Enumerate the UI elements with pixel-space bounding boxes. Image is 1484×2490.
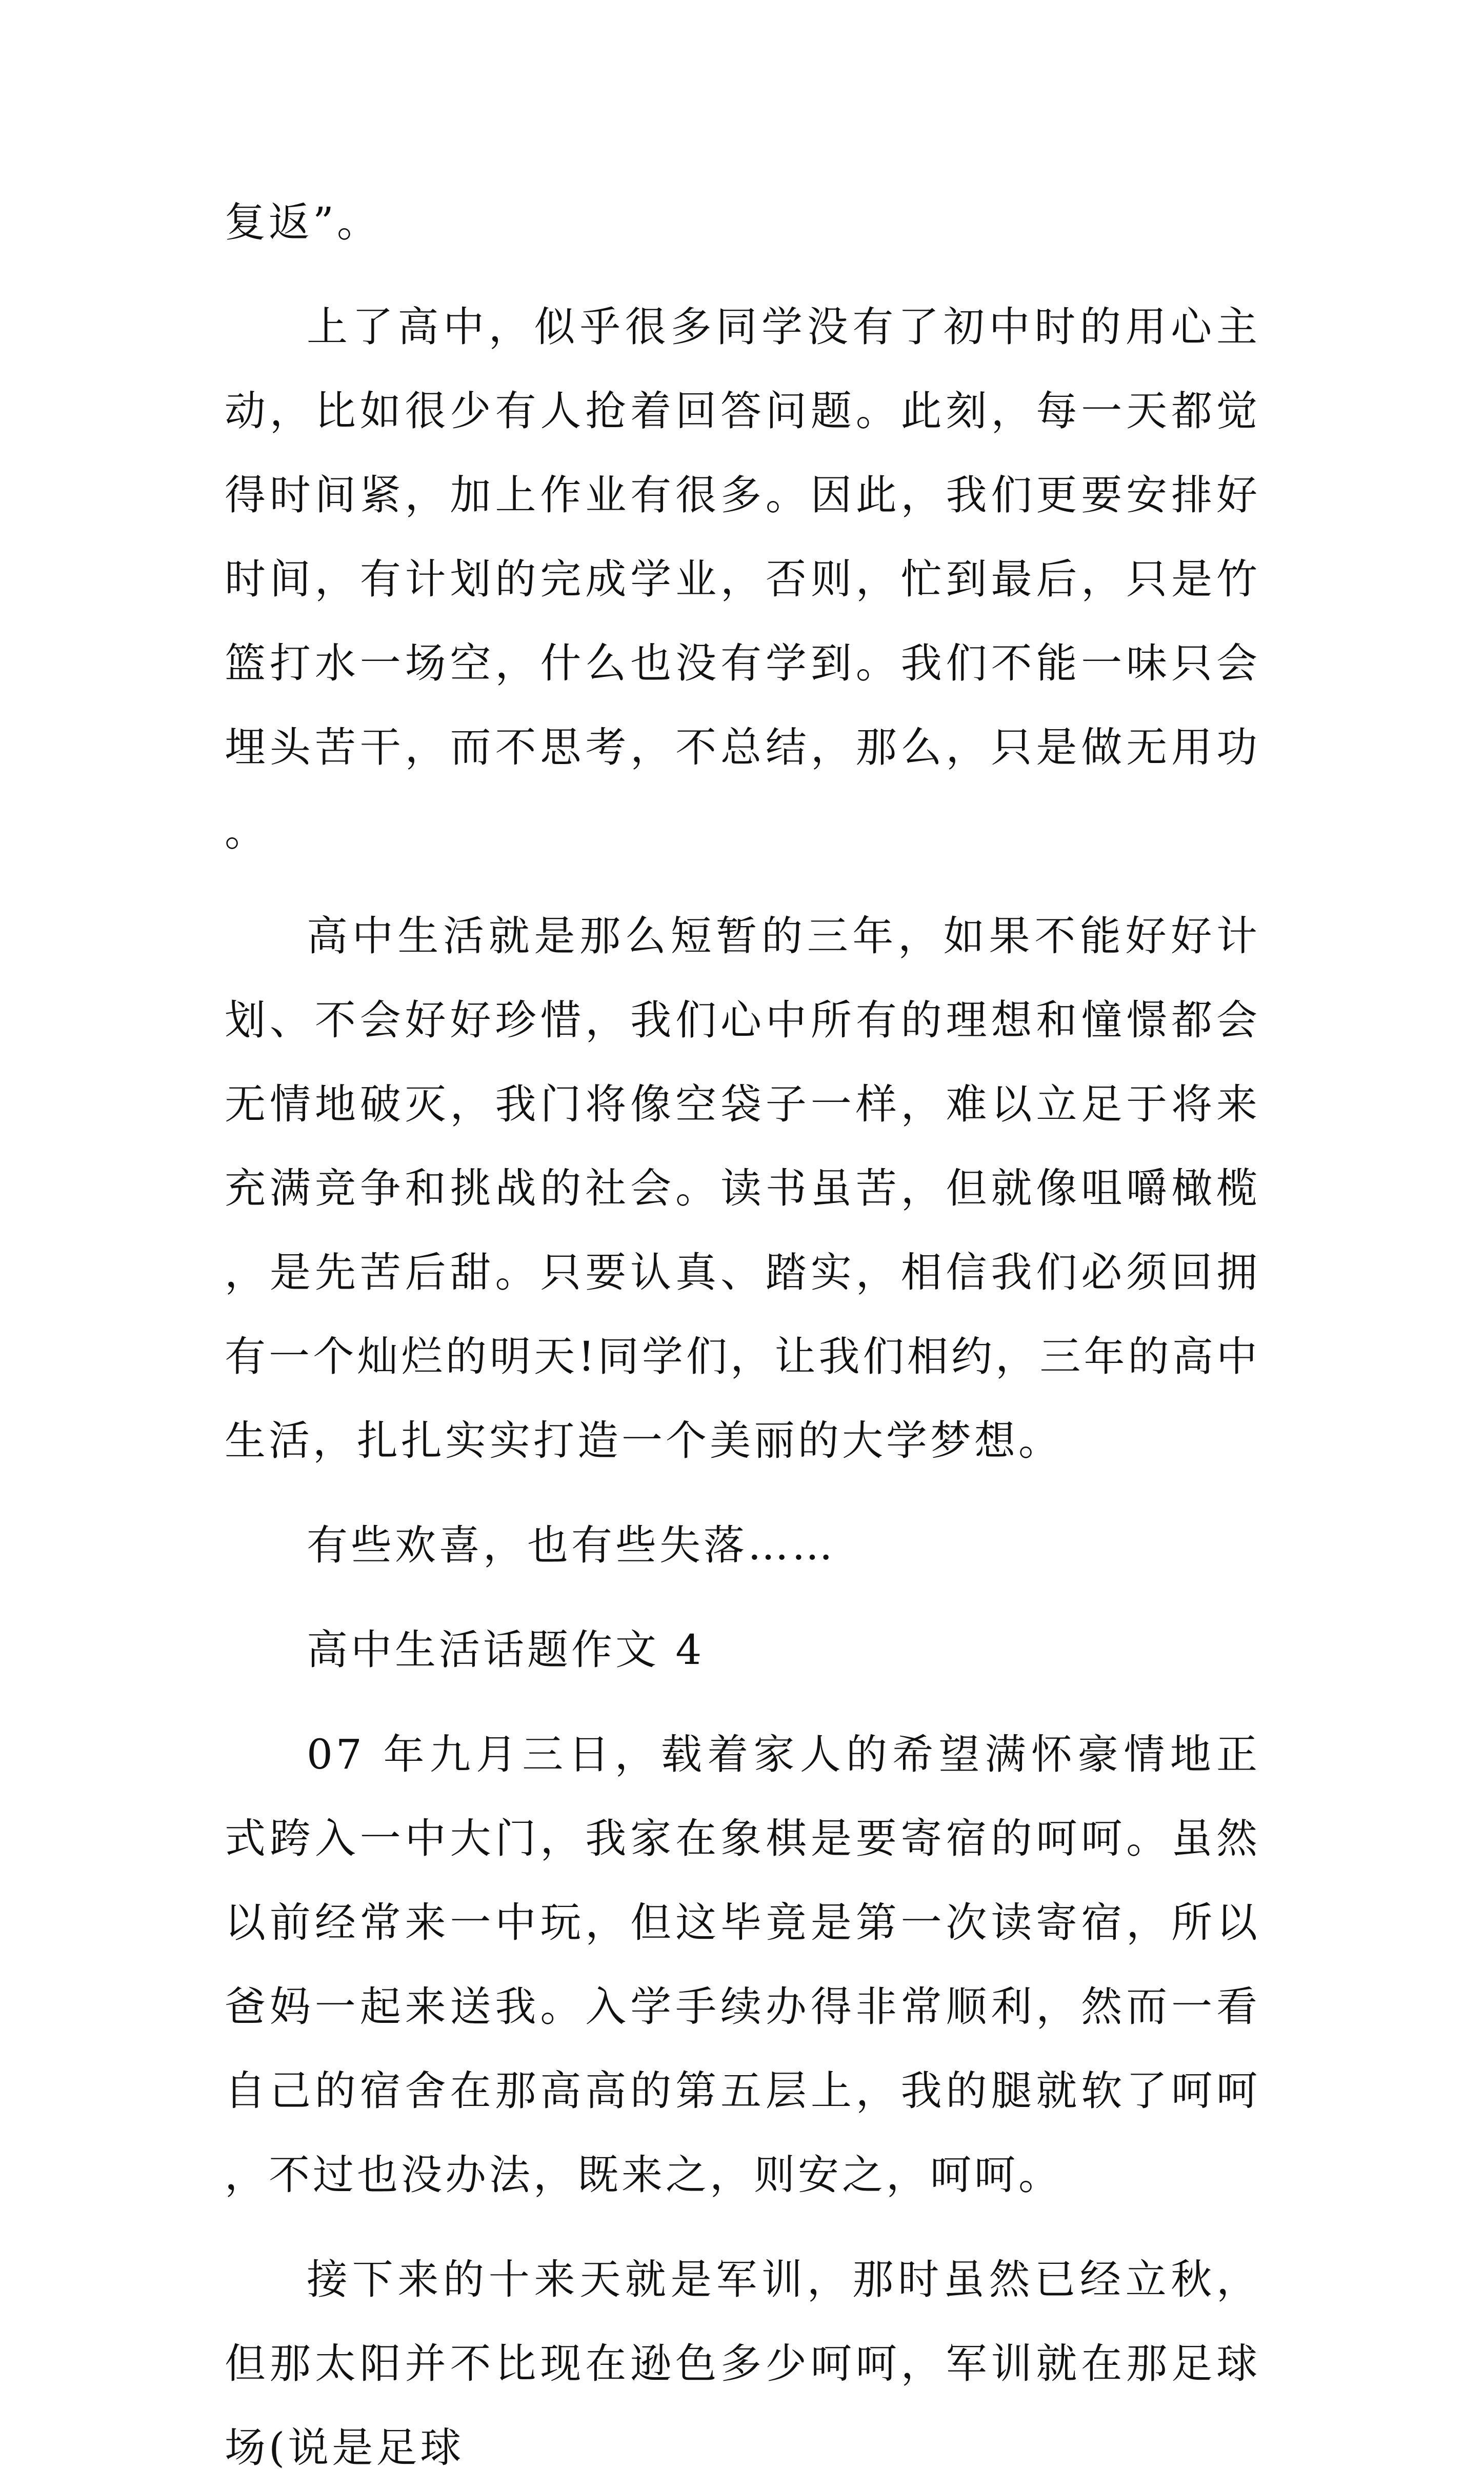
document-body bbox=[225, 180, 1260, 2490]
paragraph: 上了高中，似乎很多同学没有了初中时的用心主动，比如很少有人抢着回答问题。此刻，每一天都觉得时间紧，加上作业有很多。因此，我们更要安排好时间，有计划的完成学业，否则，忙到最后，只是竹篮打水一场空，什么也没有学到。我们不能一味只会埋头苦干，而不思考，不总结，那么，只是做无用功。 bbox=[225, 303, 1260, 855]
paragraph: 高中生活就是那么短暂的三年，如果不能好好计划、不会好好珍惜，我们心中所有的理想和憧憬都会无情地破灭，我门将像空袋子一样，难以立足于将来充满竞争和挑战的社会。读书虽苦，但就像咀嚼橄榄，是先苦后甜。只要认真、踏实，相信我们必须回拥有一个灿烂的明天!同学们，让我们相约，三年的高中生活，扎扎实实打造一个美丽的大学梦想。 bbox=[225, 912, 1260, 1464]
paragraph: 接下来的十来天就是军训，那时虽然已经立秋，但那太阳并不比现在逊色多少呵呵，军训就在那足球场(说是足球 bbox=[225, 2256, 1260, 2472]
section-heading: 高中生活话题作文 4 bbox=[307, 1626, 705, 1674]
paragraph: 复返”。 bbox=[225, 198, 381, 246]
paragraph: 有些欢喜，也有些失落…… bbox=[307, 1521, 836, 1569]
paragraph: 07 年九月三日，载着家人的希望满怀豪情地正式跨入一中大门，我家在象棋是要寄宿的呵呵。虽然以前经常来一中玩，但这毕竟是第一次读寄宿，所以爸妈一起来送我。入学手续办得非常顺利，然而一看自己的宿舍在那高高的第五层上，我的腿就软了呵呵，不过也没办法，既来之，则安之，呵呵。 bbox=[225, 1731, 1260, 2199]
